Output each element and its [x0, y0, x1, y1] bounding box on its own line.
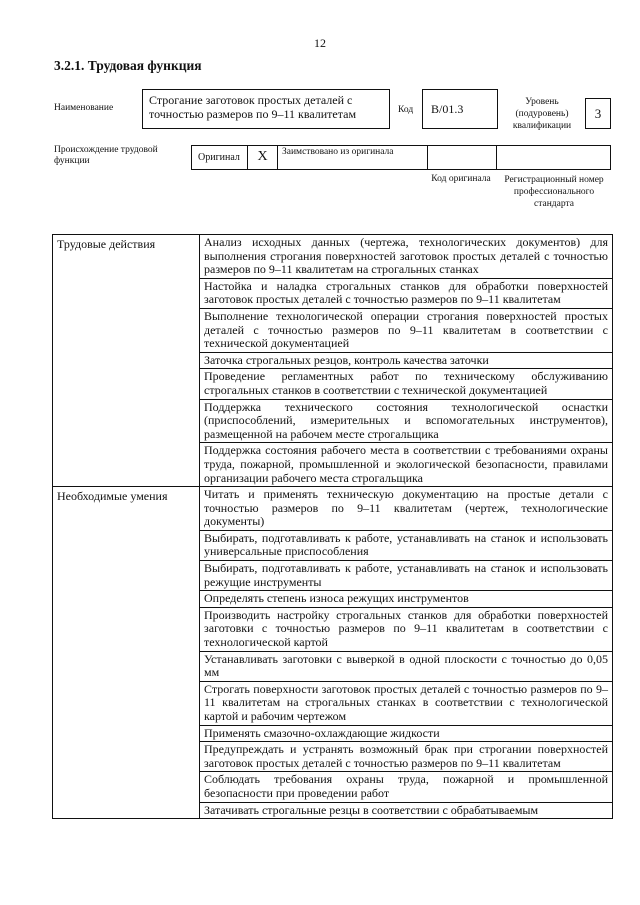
- labor-action-item: Выполнение технологической операции строгания поверхностей простых деталей с точностью размеров по 9–11 квалитетам в соответствии с технической документацией: [200, 308, 613, 352]
- skill-item: Устанавливать заготовки с выверкой в одной плоскости с точностью до 0,05 мм: [200, 651, 613, 681]
- qualification-level-label: Уровень (подуровень) квалификации: [512, 97, 572, 131]
- original-mark: X: [257, 149, 268, 164]
- skill-item: Производить настройку строгальных станков для обработки поверхностей заготовки с точностью размеров по 9–11 квалитетам в соответствии с технологической картой: [200, 607, 613, 651]
- code-label: Код: [398, 105, 414, 115]
- code-value: B/01.3: [422, 89, 498, 129]
- skill-item: Соблюдать требования охраны труда, пожарной и промышленной безопасности при проведении работ: [200, 772, 613, 802]
- skill-item: Применять смазочно-охлаждающие жидкости: [200, 725, 613, 742]
- table-row: [53, 487, 613, 531]
- section-title: 3.2.1. Трудовая функция: [54, 58, 202, 73]
- labor-action-item: Настойка и наладка строгальных станков для обработки поверхностей заготовок простых деталей с точностью размеров по 9–11 квалитетам: [200, 278, 613, 308]
- qualification-level-value: 3: [585, 98, 611, 129]
- borrowed-label: Заимствовано из оригинала: [282, 147, 394, 157]
- skill-item: Затачивать строгальные резцы в соответствии с обрабатываемым: [200, 802, 613, 819]
- labor-action-item: Проведение регламентных работ по техническому обслуживанию строгальных станков в соответствии с технической документацией: [200, 369, 613, 399]
- code-original-cell: [427, 145, 497, 170]
- borrowed-cell: [277, 145, 428, 170]
- required-skills-title: Необходимые умения: [53, 487, 200, 819]
- code-original-label: Код оригинала: [431, 174, 491, 184]
- original-mark-cell: [247, 145, 278, 170]
- name-value: Строгание заготовок простых деталей с точностью размеров по 9–11 квалитетам: [142, 89, 390, 129]
- origin-row: [191, 145, 611, 170]
- origin-label: Происхождение трудовой функции: [54, 145, 158, 166]
- function-table: [52, 234, 613, 819]
- skill-item: Выбирать, подготавливать к работе, устанавливать на станок и использовать режущие инструменты: [200, 561, 613, 591]
- skill-item: Выбирать, подготавливать к работе, устанавливать на станок и использовать универсальные приспособления: [200, 530, 613, 560]
- skill-item: Читать и применять техническую документацию на простые детали с точностью размеров по 9–11 квалитетам (чертеж, технологические документы): [200, 487, 613, 531]
- reg-number-label: Регистрационный номер профессионального стандарта: [504, 175, 604, 209]
- labor-action-item: Поддержка технического состояния технологической оснастки (приспособлений, измерительных и вспомогательных инструментов), размещенной на рабочем месте строгальщика: [200, 399, 613, 443]
- name-label: Наименование: [54, 103, 114, 113]
- skill-item: Предупреждать и устранять возможный брак при строгании поверхностей заготовок простых деталей с точностью размеров по 9–11 квалитетам: [200, 742, 613, 772]
- table-row: [53, 235, 613, 279]
- reg-number-cell: [496, 145, 611, 170]
- labor-action-item: Поддержка состояния рабочего места в соответствии с требованиями охраны труда, пожарной, промышленной и экологической безопасности, правилами организации рабочего места строгальщика: [200, 443, 613, 487]
- labor-actions-title: Трудовые действия: [53, 235, 200, 487]
- page-number: 12: [314, 36, 326, 50]
- labor-action-item: Анализ исходных данных (чертежа, технологических документов) для выполнения строгания поверхностей заготовок простых деталей с точностью размеров по 9–11 квалитетам на строгальных станках: [200, 235, 613, 279]
- original-label: Оригинал: [198, 152, 240, 163]
- labor-action-item: Заточка строгальных резцов, контроль качества заточки: [200, 352, 613, 369]
- skill-item: Определять степень износа режущих инструментов: [200, 591, 613, 608]
- skill-item: Строгать поверхности заготовок простых деталей с точностью размеров по 9–11 квалитетам на строгальных станках в соответствии с технологической картой и рабочим чертежом: [200, 681, 613, 725]
- original-cell: [191, 145, 248, 170]
